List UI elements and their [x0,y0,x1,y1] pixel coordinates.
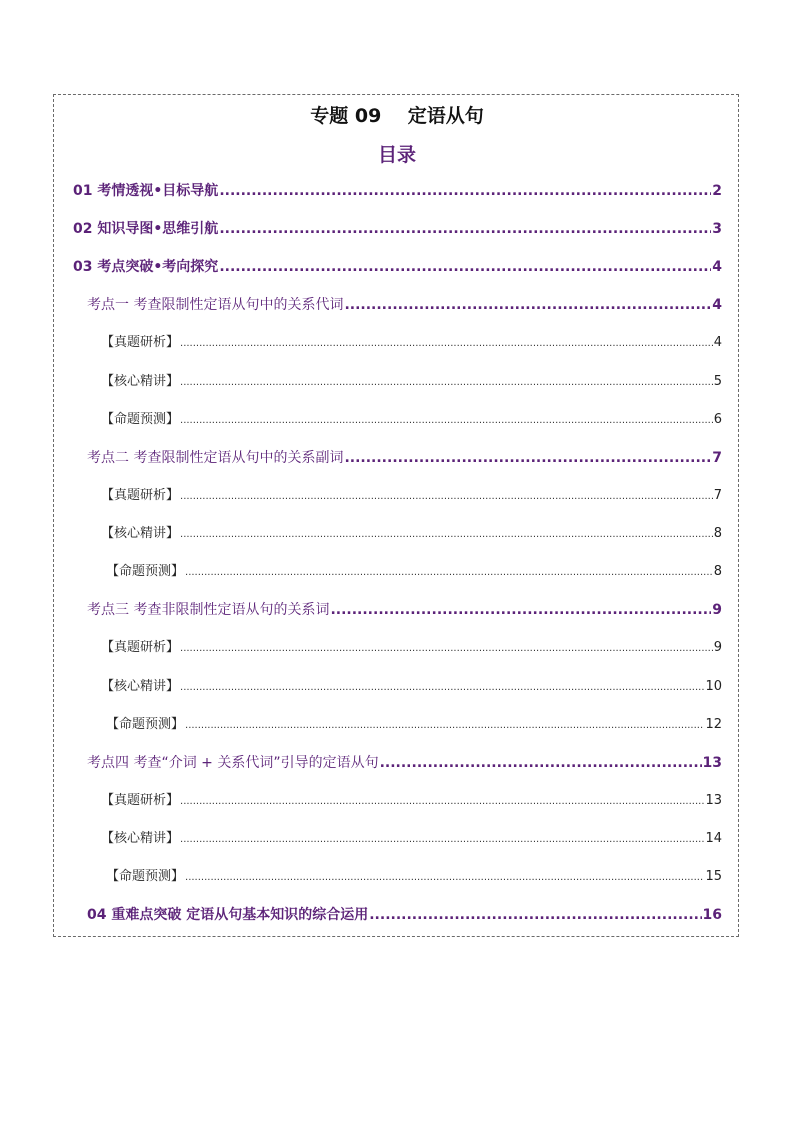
toc-leader-dots [330,600,711,620]
toc-entry-label: 【真题研析】 [101,488,180,503]
toc-entry-page: 16 [702,907,722,923]
toc-leader-dots [219,219,711,239]
toc-entry-label: 考点三 考查非限制性定语从句的关系词 [87,602,330,618]
toc-entry-page: 4 [713,335,722,350]
toc-leader-dots [219,257,711,277]
toc-entry-kaodian-3-yuce[interactable] [106,715,722,735]
toc-entry-02[interactable] [73,219,722,239]
document-title: 专题 09 定语从句 [310,105,484,127]
toc-entry-page: 8 [713,526,722,541]
toc-entry-label: 【命题预测】 [101,412,180,427]
toc-entry-page: 7 [713,488,722,503]
toc-leader-dots [180,373,713,393]
toc-entry-label: 【核心精讲】 [101,679,180,694]
toc-entry-page: 3 [712,221,722,237]
toc-entry-page: 6 [713,412,722,427]
toc-entry-label: 考点二 考查限制性定语从句中的关系副词 [87,450,344,466]
toc-entry-page: 9 [712,602,722,618]
toc-entry-kaodian-4-zhenti[interactable] [101,791,722,811]
toc-leader-dots [180,487,713,507]
toc-entry-page: 15 [705,869,722,884]
toc-entry-page: 12 [705,717,722,732]
toc-leader-dots [185,716,704,736]
toc-leader-dots [180,411,713,431]
toc-entry-label: 04 重难点突破 定语从句基本知识的综合运用 [87,907,369,923]
toc-entry-page: 4 [712,259,722,275]
toc-entry-04[interactable] [87,905,722,925]
toc-entry-page: 14 [705,831,722,846]
toc-entry-01[interactable] [73,181,722,201]
toc-entry-kaodian-1-zhenti[interactable] [101,333,722,353]
toc-leader-dots [344,295,711,315]
toc-leader-dots [180,678,704,698]
toc-leader-dots [180,830,704,850]
toc-entry-kaodian-2[interactable] [87,448,722,468]
toc-leader-dots [344,448,711,468]
toc-entry-page: 13 [702,755,722,771]
toc-leader-dots [185,868,704,888]
toc-entry-kaodian-3-hexin[interactable] [101,677,722,697]
toc-leader-dots [380,753,702,773]
toc-entry-page: 2 [712,183,722,199]
toc-entry-kaodian-3[interactable] [87,600,722,620]
toc-entry-kaodian-1-hexin[interactable] [101,372,722,392]
toc-entry-label: 02 知识导图•思维引航 [73,221,219,237]
toc-entry-page: 4 [712,297,722,313]
toc-heading: 目录 [377,144,416,166]
toc-entry-label: 【核心精讲】 [101,526,180,541]
toc-entry-03[interactable] [73,257,722,277]
toc-leader-dots [180,639,713,659]
toc-entry-page: 5 [713,374,722,389]
toc-leader-dots [185,563,713,583]
toc-entry-kaodian-2-yuce[interactable] [106,562,722,582]
toc-entry-label: 【核心精讲】 [101,831,180,846]
toc-entry-kaodian-1-yuce[interactable] [101,410,722,430]
toc-leader-dots [180,334,713,354]
toc-entry-label: 【真题研析】 [101,640,180,655]
toc-entry-label: 【命题预测】 [106,717,185,732]
toc-entry-label: 03 考点突破•考向探究 [73,259,219,275]
toc-entry-page: 7 [712,450,722,466]
toc-leader-dots [369,905,701,925]
toc-entry-page: 9 [713,640,722,655]
toc-entry-kaodian-4-yuce[interactable] [106,867,722,887]
toc-entry-label: 【命题预测】 [106,869,185,884]
toc-entry-label: 【真题研析】 [101,335,180,350]
toc-entry-kaodian-1[interactable] [87,295,722,315]
toc-entry-page: 13 [705,793,722,808]
toc-entry-page: 8 [713,564,722,579]
toc-entry-kaodian-2-hexin[interactable] [101,524,722,544]
toc-entry-kaodian-4[interactable] [87,753,722,773]
toc-entry-label: 考点一 考查限制性定语从句中的关系代词 [87,297,344,313]
toc-entry-label: 考点四 考查“介词 + 关系代词”引导的定语从句 [87,755,379,771]
toc-entry-label: 【真题研析】 [101,793,180,808]
toc-entry-kaodian-4-hexin[interactable] [101,829,722,849]
toc-entry-kaodian-3-zhenti[interactable] [101,638,722,658]
toc-leader-dots [180,525,713,545]
toc-entry-kaodian-2-zhenti[interactable] [101,486,722,506]
toc-entry-label: 【命题预测】 [106,564,185,579]
toc-leader-dots [219,181,711,201]
toc-entry-label: 【核心精讲】 [101,374,180,389]
toc-entry-label: 01 考情透视•目标导航 [73,183,219,199]
toc-leader-dots [180,792,704,812]
toc-entry-page: 10 [705,679,722,694]
